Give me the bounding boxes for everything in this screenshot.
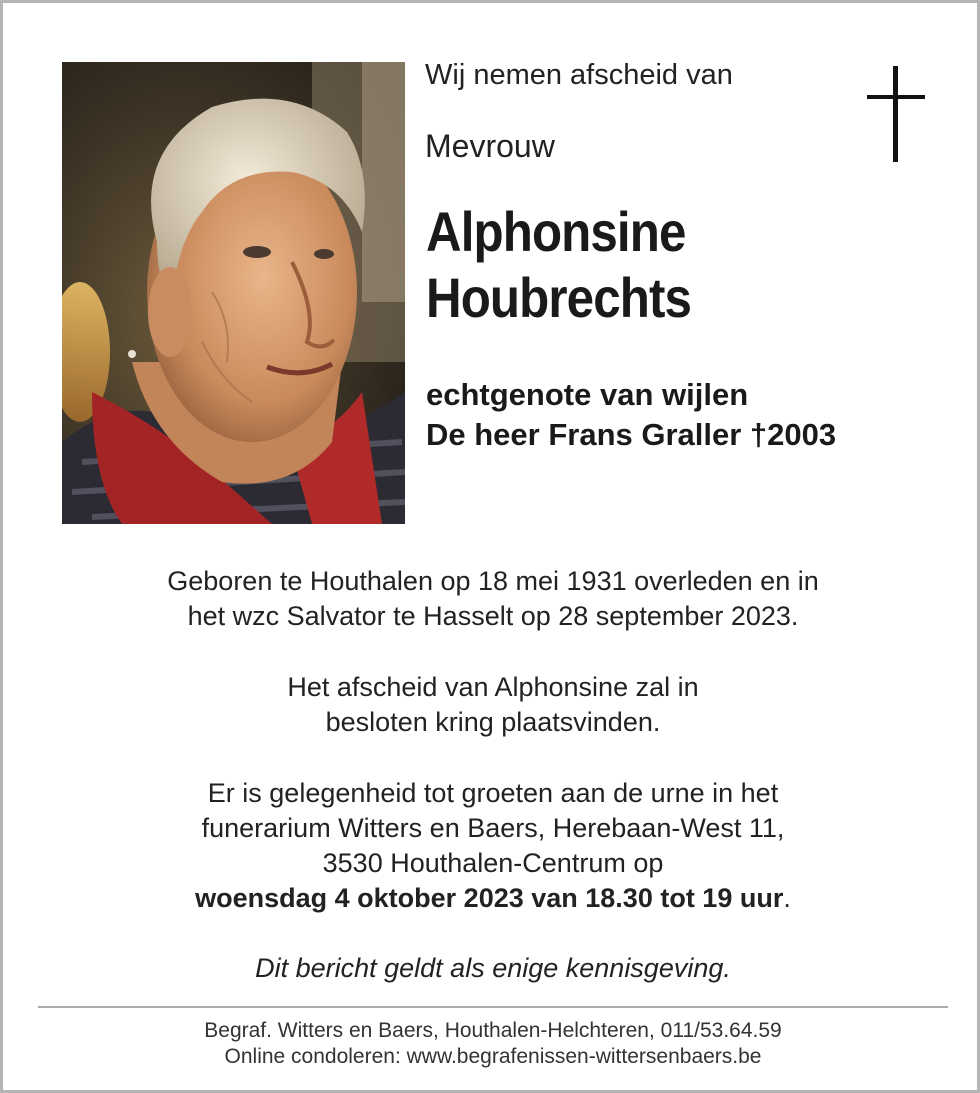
footer [43, 1018, 943, 1070]
portrait-photo [62, 62, 405, 524]
visit-line-2: funerarium Witters en Baers, Herebaan-West 11, [201, 813, 785, 843]
cross-icon [867, 66, 925, 162]
footer-condolence: Online condoleren: www.begrafenissen-wittersenbaers.be [224, 1045, 762, 1068]
birth-line-2: het wzc Salvator te Hasselt op 28 september 2023. [187, 601, 799, 631]
farewell-line-2: besloten kring plaatsvinden. [325, 707, 661, 737]
deceased-name [426, 199, 691, 331]
birth-line-1: Geboren te Houthalen op 18 mei 1931 overleden en in [167, 566, 819, 596]
first-name: Alphonsine [426, 200, 686, 263]
intro-text: Wij nemen afscheid van [425, 59, 733, 91]
visit-line-1: Er is gelegenheid tot groeten aan de urne in het [207, 778, 779, 808]
last-name: Houbrechts [426, 266, 692, 329]
spouse-info [426, 375, 836, 455]
visit-line-3: 3530 Houthalen-Centrum op [322, 848, 664, 878]
footer-funeral-home: Begraf. Witters en Baers, Houthalen-Helchteren, 011/53.64.59 [204, 1019, 782, 1042]
notice-body [43, 564, 943, 986]
portrait-photo-graphic [62, 62, 405, 524]
spouse-line-2: De heer Frans Graller †2003 [426, 417, 837, 452]
spouse-line-1: echtgenote van wijlen [426, 377, 749, 412]
honorific: Mevrouw [425, 128, 555, 164]
divider [38, 1006, 948, 1008]
visit-date: woensdag 4 oktober 2023 van 18.30 tot 19 uur [195, 883, 784, 913]
visit-date-end: . [783, 883, 791, 913]
farewell-line-1: Het afscheid van Alphonsine zal in [287, 672, 699, 702]
closing-note: Dit bericht geldt als enige kennisgeving. [255, 953, 731, 983]
visit-date-line [43, 881, 943, 916]
